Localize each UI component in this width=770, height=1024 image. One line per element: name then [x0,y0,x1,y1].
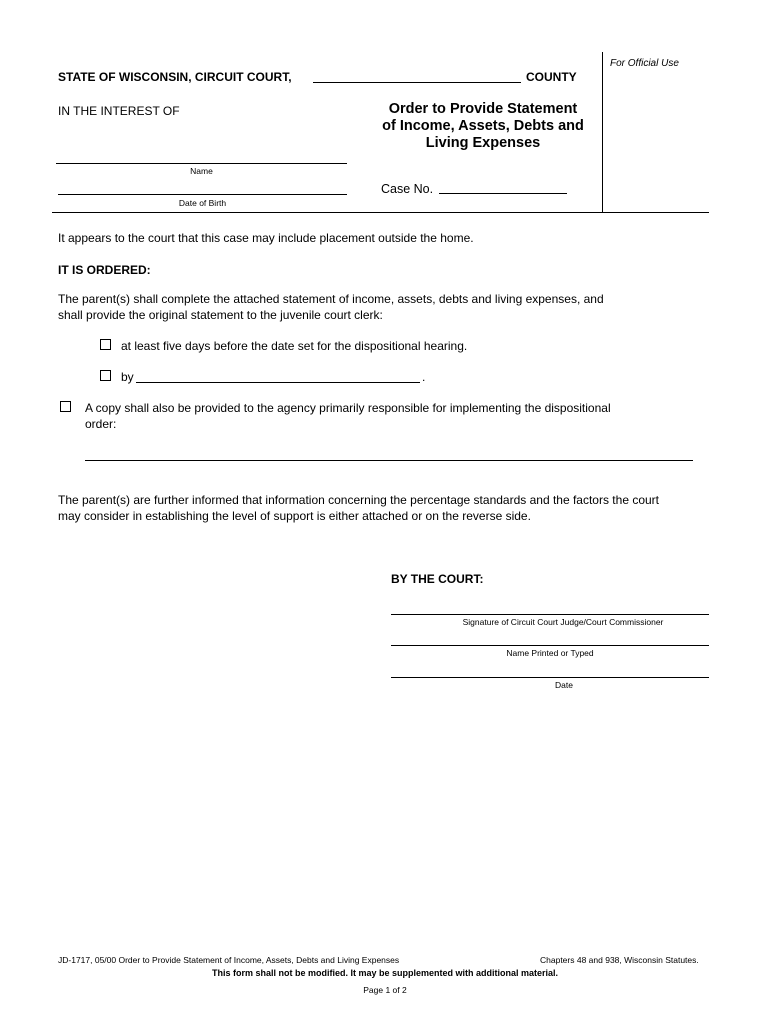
intro-text: It appears to the court that this case may include placement outside the home. [58,231,474,245]
county-label: COUNTY [526,70,577,84]
header-bottom-rule [52,212,709,213]
by-date-label: by [121,370,134,384]
five-days-checkbox[interactable] [100,339,111,350]
parents-paragraph-line-1: The parent(s) shall complete the attached statement of income, assets, debts and living expenses, and [58,292,604,306]
official-use-divider [602,52,603,213]
by-date-checkbox[interactable] [100,370,111,381]
form-id: JD-1717, 05/00 Order to Provide Statement of Income, Assets, Debts and Living Expenses [58,955,400,965]
dob-caption: Date of Birth [178,198,227,208]
title-line-2: of Income, Assets, Debts and [382,118,584,134]
date-field[interactable] [391,677,709,678]
date-caption: Date [555,680,573,690]
title-line-1: Order to Provide Statement [388,101,578,117]
case-no-label: Case No. [381,182,434,196]
by-the-court: BY THE COURT: [391,572,484,586]
it-is-ordered: IT IS ORDERED: [58,263,151,277]
printed-name-caption: Name Printed or Typed [506,648,594,658]
support-paragraph [58,492,659,524]
county-field[interactable] [313,82,521,83]
copy-agency-line-2: order: [85,417,117,431]
by-date-period: . [422,370,426,384]
title-line-3: Living Expenses [425,135,541,151]
judge-signature-field[interactable] [391,614,709,615]
copy-agency-line-1: A copy shall also be provided to the agency primarily responsible for implementing the dispositional [85,401,611,415]
printed-name-field[interactable] [391,645,709,646]
copy-agency-checkbox[interactable] [60,401,71,412]
interest-label: IN THE INTEREST OF [58,104,180,118]
dob-field[interactable] [58,194,347,195]
support-paragraph-line-1: The parent(s) are further informed that information concerning the percentage standards and the factors the court [58,493,660,507]
court-prefix: STATE OF WISCONSIN, CIRCUIT COURT, [58,70,292,84]
by-date-field[interactable] [136,382,420,383]
parents-paragraph-line-2: shall provide the original statement to the juvenile court clerk: [58,308,383,322]
case-no-field[interactable] [439,193,567,194]
name-field[interactable] [56,163,347,164]
parents-paragraph [58,291,604,323]
five-days-label: at least five days before the date set for the dispositional hearing. [121,339,468,353]
form-title [370,101,596,152]
official-use-label: For Official Use [610,58,679,69]
support-paragraph-line-2: may consider in establishing the level of support is either attached or on the reverse side. [58,509,531,523]
statutes-reference: Chapters 48 and 938, Wisconsin Statutes. [540,955,699,965]
agency-name-field[interactable] [85,460,693,461]
name-caption: Name [190,166,213,176]
modification-notice: This form shall not be modified. It may be supplemented with additional material. [211,968,559,978]
page-number: Page 1 of 2 [363,985,407,995]
judge-signature-caption: Signature of Circuit Court Judge/Court Commissioner [462,617,664,627]
copy-agency-text [85,400,611,432]
